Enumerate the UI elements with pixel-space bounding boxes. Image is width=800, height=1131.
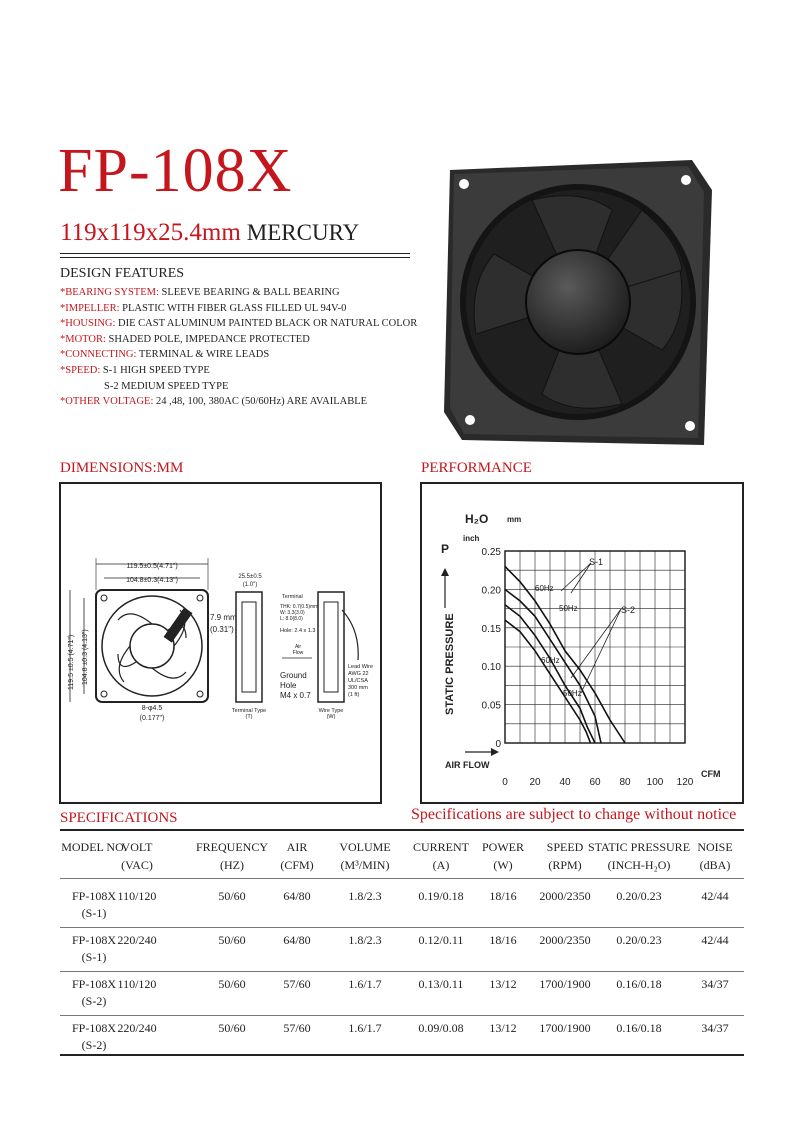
dimensions-drawing bbox=[60, 540, 380, 750]
x-tick-label: 60 bbox=[589, 777, 601, 788]
spec-header-label: CURRENT bbox=[412, 840, 469, 854]
feature-value: S-2 MEDIUM SPEED TYPE bbox=[104, 380, 229, 392]
design-feature-item bbox=[60, 334, 310, 345]
spec-header-unit: (M³/MIN) bbox=[340, 858, 390, 872]
feature-key: *SPEED: bbox=[60, 365, 101, 376]
spec-cell-cur: 0.19/0.18 bbox=[418, 889, 464, 903]
spec-cell-sp: 0.16/0.18 bbox=[616, 1021, 662, 1035]
spec-row-rule bbox=[60, 971, 744, 972]
spec-cell-vol: 1.6/1.7 bbox=[348, 977, 382, 991]
feature-value: S-1 HIGH SPEED TYPE bbox=[100, 365, 210, 376]
annotation-s1-50hz: 50Hz bbox=[559, 604, 578, 613]
spec-top-rule bbox=[60, 829, 744, 831]
product-title: FP-108X bbox=[58, 137, 293, 205]
design-feature-item bbox=[60, 396, 367, 407]
spec-row-rule bbox=[60, 1015, 744, 1016]
spec-cell-vol: 1.6/1.7 bbox=[348, 1021, 382, 1035]
fan-front-view bbox=[96, 590, 208, 702]
spec-cell-vol: 1.8/2.3 bbox=[348, 933, 382, 947]
x-tick-label: 80 bbox=[619, 777, 631, 788]
spec-cell-air: 57/60 bbox=[283, 1021, 311, 1035]
hole-label: 8-φ4.5 bbox=[141, 705, 163, 712]
annotation-s1-60hz: 60Hz bbox=[535, 584, 554, 593]
spec-cell-volt: 110/120 bbox=[117, 977, 157, 991]
flow-label: Flow bbox=[292, 650, 304, 656]
feature-value: DIE CAST ALUMINUM PAINTED BLACK OR NATURAL COLOR bbox=[115, 318, 418, 330]
y-tick-label: 0.25 bbox=[481, 547, 501, 558]
spec-cell-model-sub: (S-1) bbox=[81, 906, 107, 920]
design-feature-item bbox=[104, 381, 228, 392]
spec-cell-vol: 1.8/2.3 bbox=[348, 889, 382, 903]
wire-type-code: (W) bbox=[326, 714, 336, 720]
depth-label: 25.5±0.5 bbox=[238, 574, 262, 580]
awg-label: AWG 22 bbox=[348, 671, 369, 677]
spec-cell-noise: 42/44 bbox=[701, 889, 729, 903]
spec-cell-volt: 110/120 bbox=[117, 889, 157, 903]
spec-cell-pow: 13/12 bbox=[489, 977, 517, 991]
feature-key: *CONNECTING: bbox=[60, 349, 137, 361]
ground-label: Ground bbox=[280, 671, 307, 680]
y-tick-label: 0 bbox=[495, 739, 501, 750]
spec-cell-cur: 0.09/0.08 bbox=[418, 1021, 464, 1035]
spec-cell-air: 64/80 bbox=[283, 933, 311, 947]
spec-cell-model: FP-108X bbox=[71, 1021, 116, 1035]
spec-cell-air: 64/80 bbox=[283, 889, 311, 903]
spec-cell-cur: 0.12/0.11 bbox=[418, 933, 464, 947]
spec-cell-noise: 42/44 bbox=[701, 933, 729, 947]
annotation-s2: S-2 bbox=[621, 605, 636, 615]
lead-wire-label: Lead Wire bbox=[348, 664, 374, 670]
spec-header-label: AIR bbox=[286, 840, 308, 854]
design-feature-item bbox=[60, 349, 269, 360]
spec-cell-model-sub: (S-1) bbox=[81, 950, 107, 964]
x-axis-label: AIR FLOW bbox=[445, 760, 490, 770]
hole-inch-label: (0.177") bbox=[139, 715, 165, 722]
spec-header-label: VOLT bbox=[121, 840, 153, 854]
y-tick-label: 0.20 bbox=[481, 585, 501, 597]
feature-key: *OTHER VOLTAGE: bbox=[60, 396, 154, 408]
y-axis-label: STATIC PRESSURE bbox=[444, 613, 456, 715]
x-unit: CFM bbox=[701, 769, 721, 779]
spec-header-unit: (W) bbox=[493, 858, 513, 872]
inner-width-label: 104.8±0.3(4.13") bbox=[126, 577, 178, 584]
feature-value: TERMINAL & WIRE LEADS bbox=[136, 349, 270, 361]
spec-cell-rpm: 2000/2350 bbox=[539, 889, 591, 903]
spec-header-rule bbox=[60, 878, 744, 879]
feature-key: *HOUSING: bbox=[60, 318, 116, 330]
spec-cell-rpm: 1700/1900 bbox=[539, 977, 591, 991]
feature-value: SLEEVE BEARING & BALL BEARING bbox=[158, 287, 340, 298]
spec-cell-air: 57/60 bbox=[283, 977, 311, 991]
brand-name: MERCURY bbox=[246, 220, 360, 245]
terminal-label: Terminal bbox=[282, 594, 303, 600]
outer-width-label: 119.5±0.5(4.71") bbox=[126, 563, 178, 570]
spec-cell-noise: 34/37 bbox=[701, 1021, 729, 1035]
spec-cell-pow: 18/16 bbox=[489, 889, 517, 903]
x-tick-label: 0 bbox=[502, 777, 508, 788]
hole-spec-label: Hole: 2.4 x 1.3 bbox=[280, 628, 316, 634]
spec-cell-model: FP-108X bbox=[71, 889, 116, 903]
spec-bottom-rule bbox=[60, 1054, 744, 1056]
outer-height-label: 119.5 ±0.5 (4.71") bbox=[68, 634, 75, 690]
ground-thread-label: M4 x 0.7 bbox=[280, 691, 311, 700]
air-label: Air bbox=[294, 644, 302, 650]
feature-value: PLASTIC WITH FIBER GLASS FILLED UL 94V-0 bbox=[119, 302, 347, 314]
spec-header-unit: (RPM) bbox=[548, 858, 582, 872]
l-label: L: 8.0(8.0) bbox=[280, 616, 303, 622]
spec-cell-sp: 0.20/0.23 bbox=[616, 933, 662, 947]
specifications-heading: SPECIFICATIONS bbox=[60, 810, 178, 826]
terminal-side-view bbox=[236, 592, 262, 702]
spec-cell-noise: 34/37 bbox=[701, 977, 729, 991]
wire-type-label: Wire Type bbox=[318, 708, 344, 714]
x-tick-label: 20 bbox=[529, 777, 541, 788]
length-ft-label: (1 ft) bbox=[348, 692, 360, 698]
feature-key: *MOTOR: bbox=[60, 333, 106, 345]
inner-height-label: 104.8 ±0.3 (4.13") bbox=[82, 629, 89, 685]
y-unit-top: H₂O bbox=[465, 512, 489, 526]
performance-chart bbox=[421, 483, 743, 803]
feature-value: SHADED POLE, IMPEDANCE PROTECTED bbox=[105, 333, 310, 345]
y-unit-inch: inch bbox=[463, 534, 480, 543]
title-rule bbox=[60, 253, 410, 254]
spec-header-unit: (INCH-H₂O) bbox=[607, 858, 671, 872]
product-dimensions: 119x119x25.4mm bbox=[60, 219, 241, 246]
product-subtitle bbox=[60, 220, 359, 245]
spec-header-label: FREQUENCY bbox=[195, 840, 268, 854]
spec-cell-model-sub: (S-2) bbox=[81, 994, 107, 1008]
y-tick-label: 0.10 bbox=[481, 662, 501, 674]
spec-cell-rpm: 2000/2350 bbox=[539, 933, 591, 947]
y-tick-label: 0.15 bbox=[481, 623, 501, 635]
spec-cell-sp: 0.20/0.23 bbox=[616, 889, 662, 903]
spec-header-label: VOLUME bbox=[339, 840, 391, 854]
y-unit-mm: mm bbox=[507, 515, 522, 524]
spec-cell-volt: 220/240 bbox=[117, 933, 157, 947]
feature-key: *IMPELLER: bbox=[60, 302, 120, 314]
annotation-s1: S-1 bbox=[589, 557, 604, 567]
spec-header-unit: (dBA) bbox=[699, 858, 731, 872]
spec-header-unit: (CFM) bbox=[280, 858, 314, 872]
design-features-heading: DESIGN FEATURES bbox=[60, 266, 185, 281]
spec-header-label: NOISE bbox=[697, 840, 733, 854]
spec-header-unit: (VAC) bbox=[121, 858, 153, 872]
performance-heading: PERFORMANCE bbox=[421, 460, 532, 476]
feature-value: 24 ,48, 100, 380AC (50/60Hz) ARE AVAILABLE bbox=[153, 396, 368, 408]
feature-key: *BEARING SYSTEM: bbox=[60, 287, 159, 298]
design-feature-item bbox=[60, 318, 417, 329]
spec-cell-model: FP-108X bbox=[71, 933, 116, 947]
annotation-s2-50hz: 50Hz bbox=[563, 689, 582, 698]
terminal-type-label: Terminal Type bbox=[231, 708, 267, 714]
spec-row-rule bbox=[60, 927, 744, 928]
spec-header-label: STATIC PRESSURE bbox=[587, 840, 691, 854]
ground-hole-label: Hole bbox=[280, 681, 297, 690]
spec-cell-rpm: 1700/1900 bbox=[539, 1021, 591, 1035]
spec-header-unit: (HZ) bbox=[220, 858, 244, 872]
spec-cell-cur: 0.13/0.11 bbox=[418, 977, 464, 991]
y-symbol: P bbox=[441, 542, 450, 556]
spec-cell-pow: 13/12 bbox=[489, 1021, 517, 1035]
spec-cell-sp: 0.16/0.18 bbox=[616, 977, 662, 991]
terminal-type-code: (T) bbox=[245, 714, 253, 720]
y-tick-label: 0.05 bbox=[481, 700, 501, 712]
design-feature-item bbox=[60, 303, 346, 314]
spec-notice: Specifications are subject to change without notice bbox=[411, 806, 737, 823]
length-label: 300 mm bbox=[348, 685, 368, 691]
spec-cell-freq: 50/60 bbox=[218, 1021, 246, 1035]
x-tick-label: 40 bbox=[559, 777, 571, 788]
thk-label: THK: 0.7(0.5)mm bbox=[280, 604, 319, 610]
spec-header-label: SPEED bbox=[546, 840, 584, 854]
mm-inch-label: (0.31") bbox=[210, 625, 234, 634]
spec-cell-volt: 220/240 bbox=[117, 1021, 157, 1035]
depth-inch-label: (1.0") bbox=[242, 582, 258, 588]
spec-header-unit: (A) bbox=[432, 858, 450, 872]
x-tick-label: 120 bbox=[676, 777, 694, 788]
spec-cell-freq: 50/60 bbox=[218, 889, 246, 903]
spec-header-label: MODEL NO. bbox=[61, 840, 127, 854]
wire-side-view bbox=[318, 592, 344, 702]
x-tick-label: 100 bbox=[646, 777, 664, 788]
spec-cell-model: FP-108X bbox=[71, 977, 116, 991]
fan-photo bbox=[442, 150, 714, 452]
dimensions-heading: DIMENSIONS:MM bbox=[60, 460, 184, 476]
w-label: W: 3.3(3.0) bbox=[280, 610, 305, 616]
design-feature-item bbox=[60, 287, 340, 298]
mm-label: 7.9 mm bbox=[210, 613, 237, 622]
annotation-s2-60hz: 60Hz bbox=[541, 656, 560, 665]
spec-cell-freq: 50/60 bbox=[218, 933, 246, 947]
spec-cell-freq: 50/60 bbox=[218, 977, 246, 991]
spec-cell-pow: 18/16 bbox=[489, 933, 517, 947]
ul-label: UL/CSA bbox=[348, 678, 368, 684]
spec-header-label: POWER bbox=[482, 840, 524, 854]
design-feature-item bbox=[60, 365, 210, 376]
title-rule-thin bbox=[60, 257, 410, 258]
spec-cell-model-sub: (S-2) bbox=[81, 1038, 107, 1052]
